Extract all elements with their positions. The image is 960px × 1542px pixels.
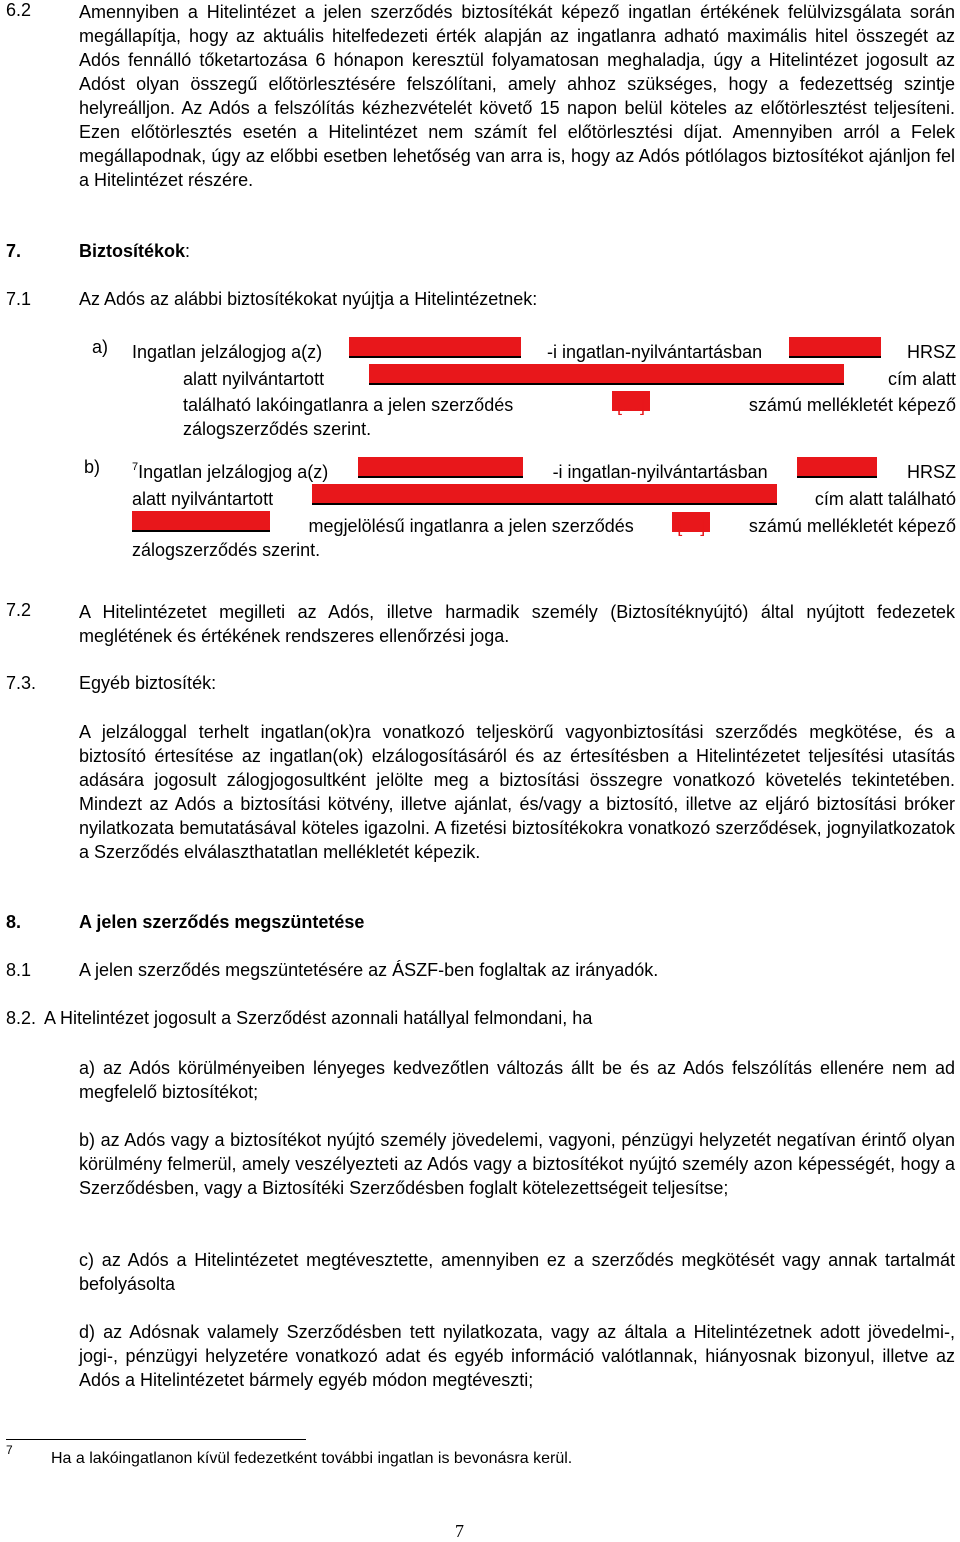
section-7-heading — [79, 241, 190, 262]
a-text-5: cím alatt — [887, 369, 956, 389]
redacted-box: […] — [612, 391, 650, 411]
redacted-field — [369, 364, 844, 385]
b-text-3: HRSZ — [907, 462, 956, 482]
footnote-text: Ha a lakóingatlanon kívül fedezetként további ingatlan is bevonásra kerül. — [51, 1450, 573, 1467]
section-8-title: A jelen szerződés megszüntetése — [79, 912, 365, 932]
b-text-1: Ingatlan jelzálogjog a(z) — [138, 462, 329, 482]
a-text-8: zálogszerződés szerint. — [183, 419, 372, 439]
section-7-2-text: A Hitelintézetet megilleti az Adós, illetve harmadik személy (Biztosítéknyújtó) által nyújtott fedezetek meglétének és értékének rendszeres ellenőrzési joga. — [79, 602, 955, 646]
footnote-separator — [6, 1439, 306, 1440]
section-8-2-text: A Hitelintézet jogosult a Szerződést azonnali hatállyal felmondani, ha — [44, 1008, 593, 1028]
redacted-field — [312, 484, 777, 505]
redacted-field — [789, 337, 881, 358]
b-text-7: számú mellékletét képező — [748, 516, 956, 536]
b-text-8: zálogszerződés szerint. — [132, 540, 321, 560]
section-7-1-text: Az Adós az alábbi biztosítékokat nyújtja a Hitelintézetnek: — [79, 289, 538, 309]
list-letter-b: b) — [84, 457, 101, 477]
section-number: 7.2 — [6, 600, 32, 620]
redacted-field — [358, 457, 523, 478]
section-8-2-item-b: b) az Adós vagy a biztosítékot nyújtó személy jövedelemi, vagyoni, pénzügyi helyzetét negatívan érintő olyan körülmény felmerül, amely veszélyezteti az Adós vagy a biztosítékot nyújtó személy azon képességét, hogy a Szerződésben, vagy a Biztosítéki Szerződésben foglalt kötelezettségeit teljesítse; — [79, 1130, 955, 1198]
redacted-field — [349, 337, 521, 358]
b-text-2: -i ingatlan-nyilvántartásban — [552, 462, 768, 482]
a-text-1: Ingatlan jelzálogjog a(z) — [132, 342, 323, 362]
a-text-3: HRSZ — [907, 342, 956, 362]
section-8-2-item-c: c) az Adós a Hitelintézetet megtévesztette, amennyiben ez a szerződés megkötését vagy annak tartalmát befolyásolta — [79, 1250, 955, 1294]
page-number: 7 — [455, 1521, 464, 1541]
section-8-1-text: A jelen szerződés megszüntetésére az ÁSZF-ben foglaltak az irányadók. — [79, 960, 659, 980]
b-text-4: alatt nyilvántartott — [132, 489, 274, 509]
section-6-2-text: Amennyiben a Hitelintézet a jelen szerződés biztosítékát képező ingatlan értékének felülvizsgálata során megállapítja, hogy az aktuális hitelfedezeti érték alapján az ingatlanra adható maximális hitel összegét az Adós fennálló tőketartozása 6 hónapon keresztül folyamatosan meghaladja, úgy a Hitelintézet jogosult az Adóst olyan összegű előtörlesztésére felszólítani, amely ahhoz szükséges, hogy a fedezettség szintje helyreálljon. Az Adós a felszólítás kézhezvételét követő 15 napon belül köteles az előtörlesztést teljesíteni. Ezen előtörlesztés esetén a Hitelintézet nem számít fel előtörlesztési díjat. Amennyiben arról a Felek megállapodnak, úgy az előbbi esetben lehetőség van arra is, hogy az Adós pótlólagos biztosítékot ajánljon fel a Hitelintézet részére. — [79, 2, 955, 190]
section-number: 7.3. — [6, 673, 37, 693]
a-text-7: számú mellékletét képező — [748, 395, 956, 415]
section-7-title: Biztosítékok — [79, 241, 186, 261]
redacted-field — [132, 511, 270, 532]
a-text-4: alatt nyilvántartott — [183, 369, 325, 389]
a-text-6: található lakóingatlanra a jelen szerződés — [183, 395, 514, 415]
section-number: 6.2 — [6, 0, 32, 20]
section-number: 8.1 — [6, 960, 32, 980]
section-8-2-item-a: a) az Adós körülményeiben lényeges kedvezőtlen változás állt be és az Adós felszólítás ellenére nem ad megfelelő biztosítékot; — [79, 1058, 955, 1102]
b-text-6: megjelölésű ingatlanra a jelen szerződés — [308, 516, 634, 536]
section-number: 7.1 — [6, 289, 32, 309]
section-number: 7. — [6, 241, 22, 261]
footnote-number: 7 — [6, 1443, 13, 1457]
section-7-3-text: A jelzáloggal terhelt ingatlan(ok)ra vonatkozó teljeskörű vagyonbiztosítási szerződés megkötése, és a biztosító értesítése az ingatlan(ok) elzálogosításáról és az értesítésben a Hitelintézetet teljesítési utasítás adására jogosult zálogjogosultként jelölte meg a biztosítási összegre vonatkozó követelés tekintetében. Mindezt az Adós a biztosítási kötvény, illetve ajánlat, és/vagy a biztosító, illetve az eljáró biztosítási bróker nyilatkozata bemutatásával köteles igazolni. A fizetési biztosítékokra vonatkozó szerződések, jognyilatkozatok a Szerződés elválaszthatatlan mellékletét képezik. — [79, 722, 955, 862]
redacted-box: […] — [672, 512, 710, 532]
section-8-2-item-d: d) az Adósnak valamely Szerződésben tett nyilatkozata, vagy az általa a Hitelintézetnek adott jövedelmi-, jogi-, pénzügyi helyzetére vonatkozó adat és egyéb információ valótlannak, hiányosnak bizonyul, illetve az Adós a Hitelintézetet bármely egyéb módon megtéveszti; — [79, 1322, 955, 1390]
list-letter-a: a) — [92, 337, 109, 357]
list-item-a — [132, 337, 956, 441]
section-number: 8. — [6, 912, 22, 932]
section-number: 8.2. — [6, 1008, 37, 1028]
a-text-2: -i ingatlan-nyilvántartásban — [547, 342, 763, 362]
redacted-field — [797, 457, 877, 478]
list-item-b — [132, 457, 956, 562]
section-7-3-title: Egyéb biztosíték: — [79, 673, 217, 693]
b-text-5: cím alatt található — [814, 489, 956, 509]
section-7-colon: : — [185, 241, 191, 261]
footnote-ref: 7 — [132, 461, 139, 473]
